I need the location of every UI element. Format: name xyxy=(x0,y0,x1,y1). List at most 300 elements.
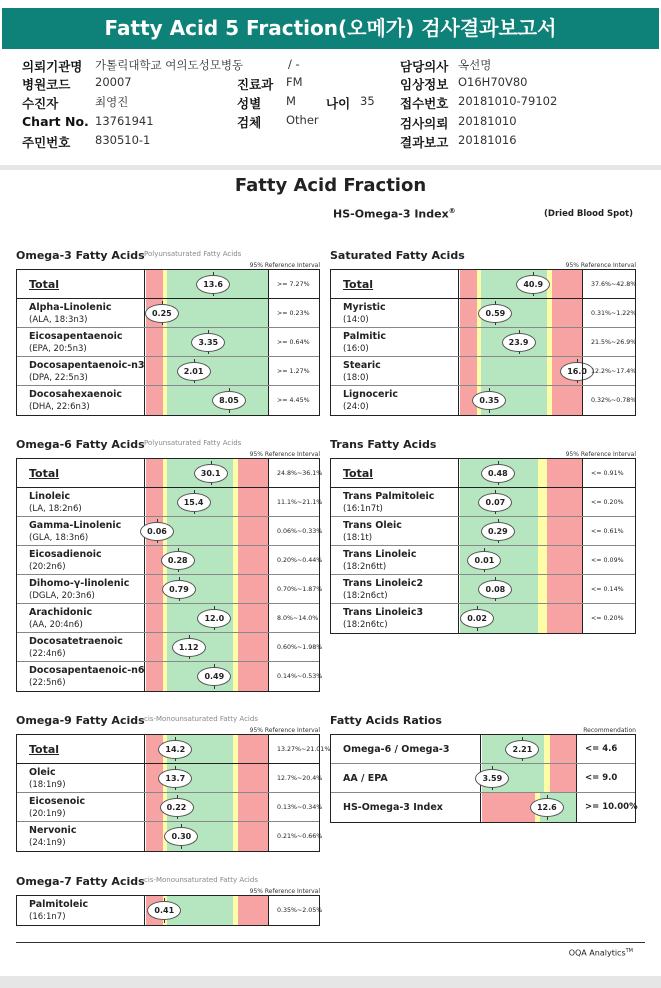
header-key: 검체 xyxy=(237,115,262,130)
result-table xyxy=(330,458,636,634)
analyte-code: (22:4n6) xyxy=(29,649,66,659)
reference-value: 0.35%~2.05% xyxy=(268,896,319,925)
analyte-name: Docosahexaenoic xyxy=(29,389,123,400)
analyte-name: Lignoceric xyxy=(343,389,399,400)
analyte-total-label: Total xyxy=(29,467,60,480)
out-of-range-zone xyxy=(238,604,269,632)
range-bar xyxy=(146,604,268,632)
analyte-name-cell xyxy=(331,546,459,574)
reference-value: 13.27%~21.01% xyxy=(268,735,319,763)
analyte-name: Palmitic xyxy=(343,331,386,342)
out-of-range-zone xyxy=(552,299,583,327)
range-bar xyxy=(460,459,582,487)
report-heading: Fatty Acid Fraction xyxy=(234,175,427,196)
reference-value: >= 0.64% xyxy=(268,328,319,356)
result-value-marker: 12.0 xyxy=(197,609,231,628)
range-bar xyxy=(146,546,268,574)
analyte-code: (24:1n9) xyxy=(29,838,66,848)
range-bar xyxy=(460,386,582,415)
table-row xyxy=(17,299,319,328)
table-row xyxy=(331,357,635,386)
reference-header: 95% Reference Interval xyxy=(249,451,320,458)
header-key: 결과보고 xyxy=(400,135,449,150)
out-of-range-zone xyxy=(460,357,478,385)
reference-header: 95% Reference Interval xyxy=(249,727,320,734)
analyte-code: (20:2n6) xyxy=(29,562,66,572)
header-value: FM xyxy=(286,75,303,89)
header-key: 성별 xyxy=(237,96,262,111)
out-of-range-zone xyxy=(238,822,269,851)
analyte-name-cell xyxy=(17,328,145,356)
specimen-label: (Dried Blood Spot) xyxy=(544,209,633,219)
analyte-name: Oleic xyxy=(29,767,56,778)
range-bar xyxy=(146,793,268,821)
analyte-name: Nervonic xyxy=(29,825,77,836)
trademark: TM xyxy=(625,948,633,954)
section-title: Omega-7 Fatty Acids xyxy=(16,875,145,888)
range-bar xyxy=(146,735,268,763)
table-row xyxy=(17,517,323,546)
reference-value: <= 0.09% xyxy=(582,546,635,574)
out-of-range-zone xyxy=(146,822,164,851)
analyte-name: Trans Linoleic3 xyxy=(343,607,424,618)
table-row xyxy=(331,386,635,415)
range-bar xyxy=(146,633,268,661)
analyte-name-cell xyxy=(17,735,145,763)
analyte-code: (AA, 20:4n6) xyxy=(29,620,83,630)
analyte-name: Dihomo-γ-linolenic xyxy=(29,578,130,589)
result-value-marker: 3.35 xyxy=(191,333,225,352)
analyte-name-cell xyxy=(17,793,145,821)
table-row xyxy=(17,546,323,575)
result-value-marker: 15.4 xyxy=(177,493,211,512)
section-divider xyxy=(0,165,661,170)
table-row xyxy=(17,575,323,604)
header-value: 20007 xyxy=(95,75,132,89)
analyte-code: (18:1n9) xyxy=(29,780,66,790)
analyte-name: Myristic xyxy=(343,302,386,313)
out-of-range-zone xyxy=(146,575,164,603)
analyte-name: Gamma-Linolenic xyxy=(29,520,122,531)
analyte-name-cell xyxy=(331,793,481,822)
range-bar xyxy=(482,735,576,763)
result-value-marker: 0.02 xyxy=(460,609,494,628)
reference-value: 24.8%~36.1% xyxy=(268,459,319,487)
result-value-marker: 12.6 xyxy=(530,798,564,817)
header-value: 13761941 xyxy=(95,114,154,128)
result-value-marker: 0.01 xyxy=(467,551,501,570)
range-bar xyxy=(482,764,576,792)
header-key: 수진자 xyxy=(22,96,59,111)
reference-value: >= 7.27% xyxy=(268,270,319,298)
reference-value: >= 10.00% xyxy=(576,793,635,822)
result-value-marker: 2.21 xyxy=(505,740,539,759)
range-bar xyxy=(146,328,268,356)
result-value-marker: 0.35 xyxy=(472,391,506,410)
section-title: Fatty Acids Ratios xyxy=(330,714,442,727)
brand-name: OQA Analytics xyxy=(568,948,626,958)
result-value-marker: 23.9 xyxy=(502,333,536,352)
range-bar xyxy=(460,546,582,574)
reference-value: <= 0.61% xyxy=(582,517,635,545)
analyte-name-cell xyxy=(17,633,145,661)
range-bar xyxy=(146,517,268,545)
header-value: 옥선명 xyxy=(458,58,492,72)
reference-value: 0.21%~0.66% xyxy=(268,822,319,851)
analyte-name: Eicosapentaenoic xyxy=(29,331,123,342)
result-value-marker: 0.22 xyxy=(160,798,194,817)
header-value: 830510-1 xyxy=(95,133,151,147)
analyte-name-cell xyxy=(17,459,145,487)
out-of-range-zone xyxy=(547,575,583,603)
reference-value: <= 4.6 xyxy=(576,735,635,763)
analyte-code: (18:0) xyxy=(343,373,369,383)
range-bar xyxy=(146,488,268,516)
table-row xyxy=(17,633,323,662)
range-bar xyxy=(146,822,268,851)
hs-omega-index-label xyxy=(333,207,456,221)
analyte-name: Alpha-Linolenic xyxy=(29,302,112,313)
reference-value: 0.13%~0.34% xyxy=(268,793,319,821)
out-of-range-zone xyxy=(146,328,164,356)
result-value-marker: 13.7 xyxy=(158,769,192,788)
header-key: 의뢰기관명 xyxy=(22,59,83,74)
out-of-range-zone xyxy=(547,517,583,545)
out-of-range-zone xyxy=(552,270,583,298)
section-saturated-fatty-acids xyxy=(330,249,636,416)
reference-value: <= 9.0 xyxy=(576,764,635,792)
table-row xyxy=(331,299,635,328)
range-bar xyxy=(146,764,268,792)
reference-header: 95% Reference Interval xyxy=(249,262,320,269)
header-value: / - xyxy=(288,57,300,71)
footer-band xyxy=(0,976,661,988)
result-table xyxy=(16,269,320,416)
result-value-marker: 0.41 xyxy=(147,901,181,920)
table-row xyxy=(331,517,635,546)
range-bar xyxy=(460,488,582,516)
reference-value: 0.60%~1.98% xyxy=(268,633,319,661)
analyte-total-label: Total xyxy=(29,278,60,291)
out-of-range-zone xyxy=(550,735,577,763)
out-of-range-zone xyxy=(146,459,164,487)
table-row xyxy=(331,488,635,517)
table-row xyxy=(17,822,323,851)
out-of-range-zone xyxy=(547,546,583,574)
header-value: O16H70V80 xyxy=(458,75,528,89)
range-bar xyxy=(460,357,587,385)
reference-value: 37.6%~42.8% xyxy=(582,270,635,298)
analyte-name-cell xyxy=(17,270,145,298)
header-key: 접수번호 xyxy=(400,96,449,111)
range-bar xyxy=(460,604,582,633)
result-table xyxy=(330,734,636,823)
analyte-name: Arachidonic xyxy=(29,607,93,618)
report-title: Fatty Acid 5 Fraction(오메가) 검사결과보고서 xyxy=(2,8,659,49)
analyte-code: (EPA, 20:5n3) xyxy=(29,344,87,354)
table-row xyxy=(331,575,635,604)
section-omega-9-fatty-acids xyxy=(16,714,331,852)
out-of-range-zone xyxy=(547,459,583,487)
analyte-name-cell xyxy=(17,546,145,574)
patient-header xyxy=(0,54,661,164)
table-row xyxy=(331,328,635,357)
result-value-marker: 0.07 xyxy=(478,493,512,512)
analyte-name-cell xyxy=(331,517,459,545)
reference-header: 95% Reference Interval xyxy=(565,451,636,458)
out-of-range-zone xyxy=(238,575,269,603)
analyte-total-label: Total xyxy=(343,467,374,480)
analyte-code: (16:1n7) xyxy=(29,912,66,922)
analyte-code: (ALA, 18:3n3) xyxy=(29,315,88,325)
out-of-range-zone xyxy=(238,735,269,763)
analyte-total-label: Total xyxy=(343,278,374,291)
table-row xyxy=(17,662,323,691)
table-row xyxy=(17,386,319,415)
section-title: Trans Fatty Acids xyxy=(330,438,437,451)
analyte-name-cell xyxy=(17,822,145,851)
analyte-name-cell xyxy=(331,604,459,633)
reference-value: 0.20%~0.44% xyxy=(268,546,319,574)
analyte-code: (24:0) xyxy=(343,402,369,412)
analyte-name-cell xyxy=(17,517,145,545)
reference-value: 21.5%~26.9% xyxy=(582,328,635,356)
analyte-code: (20:1n9) xyxy=(29,809,66,819)
section-trans-fatty-acids xyxy=(330,438,636,634)
result-table xyxy=(330,269,636,416)
analyte-name-cell xyxy=(17,604,145,632)
out-of-range-zone xyxy=(238,662,269,691)
result-value-marker: 13.6 xyxy=(196,275,230,294)
out-of-range-zone xyxy=(146,270,164,298)
analyte-name-cell xyxy=(331,764,481,792)
range-bar xyxy=(460,517,582,545)
analyte-total-label: Total xyxy=(29,743,60,756)
table-row xyxy=(331,546,635,575)
table-row xyxy=(17,735,331,764)
result-value-marker: 30.1 xyxy=(194,464,228,483)
table-row xyxy=(17,604,319,633)
analyte-code: (16:0) xyxy=(343,344,369,354)
out-of-range-zone xyxy=(238,459,269,487)
analyte-name: Eicosadienoic xyxy=(29,549,102,560)
reference-value: 0.70%~1.87% xyxy=(268,575,319,603)
analyte-name-cell xyxy=(17,357,145,385)
analyte-code: (18:1t) xyxy=(343,533,373,543)
analyte-name: Docosapentaenoic-n3 xyxy=(29,360,145,371)
reference-value: <= 0.14% xyxy=(582,575,635,603)
table-row xyxy=(17,896,323,925)
result-value-marker: 3.59 xyxy=(475,769,509,788)
analyte-code: (LA, 18:2n6) xyxy=(29,504,82,514)
header-value: 가톨릭대학교 여의도성모병동 xyxy=(95,58,244,72)
section-title: Saturated Fatty Acids xyxy=(330,249,465,262)
section-subtitle: Polyunsaturated Fatty Acids xyxy=(144,439,242,447)
analyte-code: (18:2n6tt) xyxy=(343,562,387,572)
result-value-marker: 2.01 xyxy=(177,362,211,381)
header-key: 주민번호 xyxy=(22,135,71,150)
analyte-name-cell xyxy=(17,488,145,516)
out-of-range-zone xyxy=(547,488,583,516)
result-value-marker: 0.28 xyxy=(161,551,195,570)
reference-value: 0.31%~1.22% xyxy=(582,299,635,327)
range-bar xyxy=(146,662,268,691)
result-table xyxy=(16,895,323,926)
reference-value: <= 0.20% xyxy=(582,488,635,516)
out-of-range-zone xyxy=(146,662,164,691)
section-subtitle: cis-Monounsaturated Fatty Acids xyxy=(144,715,258,723)
out-of-range-zone xyxy=(460,270,478,298)
analyte-name: Stearic xyxy=(343,360,381,371)
out-of-range-zone xyxy=(552,328,583,356)
analyte-code: (18:2n6tc) xyxy=(343,620,388,630)
reference-value: 0.14%~0.53% xyxy=(268,662,319,691)
analyte-name: Docosapentaenoic-n6 xyxy=(29,665,145,676)
result-table xyxy=(16,458,323,692)
range-bar xyxy=(460,299,582,327)
reference-value: >= 0.23% xyxy=(268,299,319,327)
analyte-code: (DHA, 22:6n3) xyxy=(29,402,90,412)
header-value: 20181010-79102 xyxy=(458,94,558,108)
section-omega-6-fatty-acids xyxy=(16,438,323,692)
range-bar xyxy=(146,270,268,298)
header-key: Chart No. xyxy=(22,114,89,129)
range-bar xyxy=(146,575,268,603)
header-value: 최영진 xyxy=(95,95,129,109)
section-title: Omega-9 Fatty Acids xyxy=(16,714,145,727)
analyte-name-cell xyxy=(331,488,459,516)
out-of-range-zone xyxy=(238,764,269,792)
analyte-name: Trans Linoleic2 xyxy=(343,578,424,589)
analyte-name-cell xyxy=(331,386,459,415)
range-bar xyxy=(460,270,582,298)
header-key: 나이 xyxy=(326,96,351,111)
reference-value: >= 1.27% xyxy=(268,357,319,385)
out-of-range-zone xyxy=(238,488,269,516)
range-bar xyxy=(146,299,268,327)
analyte-name-cell xyxy=(17,662,145,691)
out-of-range-zone xyxy=(238,546,269,574)
header-value: 35 xyxy=(360,94,375,108)
analyte-name: AA / EPA xyxy=(343,773,388,784)
out-of-range-zone xyxy=(550,764,577,792)
header-value: Other xyxy=(286,113,319,127)
section-fatty-acids-ratios xyxy=(330,714,636,823)
header-key: 담당의사 xyxy=(400,59,449,74)
reference-header: 95% Reference Interval xyxy=(249,888,320,895)
table-row xyxy=(17,764,323,793)
header-value: 20181016 xyxy=(458,133,517,147)
normal-zone xyxy=(167,299,269,327)
reference-value: 12.2%~17.4% xyxy=(582,357,635,385)
result-value-marker: 0.30 xyxy=(164,827,198,846)
analyte-code: (18:2n6ct) xyxy=(343,591,388,601)
range-bar xyxy=(460,328,582,356)
out-of-range-zone xyxy=(146,604,164,632)
table-row xyxy=(331,604,635,633)
section-subtitle: Polyunsaturated Fatty Acids xyxy=(144,250,242,258)
analyte-name: Eicosenoic xyxy=(29,796,86,807)
table-row xyxy=(17,357,319,386)
table-row xyxy=(331,793,638,822)
table-row xyxy=(17,459,323,488)
header-key: 임상정보 xyxy=(400,77,449,92)
reference-value: >= 4.45% xyxy=(268,386,319,415)
analyte-name: Omega-6 / Omega-3 xyxy=(343,744,450,755)
result-value-marker: 16.0 xyxy=(560,362,594,381)
registered-mark: ® xyxy=(448,207,456,215)
analyte-name-cell xyxy=(17,896,145,925)
out-of-range-zone xyxy=(146,488,164,516)
analyte-name-cell xyxy=(331,459,459,487)
analyte-name-cell xyxy=(331,328,459,356)
header-value: 20181010 xyxy=(458,114,517,128)
section-title: Omega-6 Fatty Acids xyxy=(16,438,145,451)
table-row xyxy=(17,488,323,517)
reference-value: 8.0%~14.0% xyxy=(268,604,319,632)
table-row xyxy=(331,270,635,299)
range-bar xyxy=(146,459,268,487)
analyte-name-cell xyxy=(17,575,145,603)
analyte-name: Trans Oleic xyxy=(343,520,402,531)
table-row xyxy=(331,735,635,764)
analyte-name-cell xyxy=(331,299,459,327)
analyte-name: Docosatetraenoic xyxy=(29,636,123,647)
section-title: Omega-3 Fatty Acids xyxy=(16,249,145,262)
result-value-marker: 40.9 xyxy=(516,275,550,294)
reference-value: <= 0.91% xyxy=(582,459,635,487)
footer-brand xyxy=(569,948,633,958)
analyte-code: (GLA, 18:3n6) xyxy=(29,533,89,543)
result-value-marker: 8.05 xyxy=(212,391,246,410)
header-key: 진료과 xyxy=(237,77,274,92)
range-bar xyxy=(146,896,268,925)
out-of-range-zone xyxy=(547,604,583,633)
analyte-name-cell xyxy=(331,575,459,603)
analyte-name-cell xyxy=(331,270,459,298)
reference-value: 12.7%~20.4% xyxy=(268,764,319,792)
result-value-marker: 0.59 xyxy=(478,304,512,323)
reference-value: <= 0.20% xyxy=(582,604,635,633)
result-value-marker: 0.48 xyxy=(481,464,515,483)
header-key: 병원코드 xyxy=(22,77,71,92)
analyte-name: Linoleic xyxy=(29,491,71,502)
header-value: M xyxy=(286,94,296,108)
out-of-range-zone xyxy=(146,357,164,385)
analyte-name: Trans Linoleic xyxy=(343,549,417,560)
section-omega-3-fatty-acids xyxy=(16,249,320,416)
out-of-range-zone xyxy=(552,386,583,415)
range-bar xyxy=(146,386,268,415)
reference-header: Recommendation xyxy=(583,727,636,734)
hs-omega-index-text: HS-Omega-3 Index xyxy=(333,207,449,221)
result-value-marker: 0.08 xyxy=(478,580,512,599)
analyte-code: (22:5n6) xyxy=(29,678,66,688)
table-row xyxy=(331,764,635,793)
out-of-range-zone xyxy=(238,517,269,545)
out-of-range-zone xyxy=(482,793,535,822)
result-value-marker: 0.79 xyxy=(162,580,196,599)
table-row xyxy=(331,459,635,488)
out-of-range-zone xyxy=(460,328,478,356)
reference-value: 11.1%~21.1% xyxy=(268,488,319,516)
out-of-range-zone xyxy=(238,633,269,661)
table-row xyxy=(17,328,319,357)
header-key: 검사의뢰 xyxy=(400,116,449,131)
result-value-marker: 1.12 xyxy=(172,638,206,657)
out-of-range-zone xyxy=(146,386,164,415)
analyte-code: (DGLA, 20:3n6) xyxy=(29,591,95,601)
